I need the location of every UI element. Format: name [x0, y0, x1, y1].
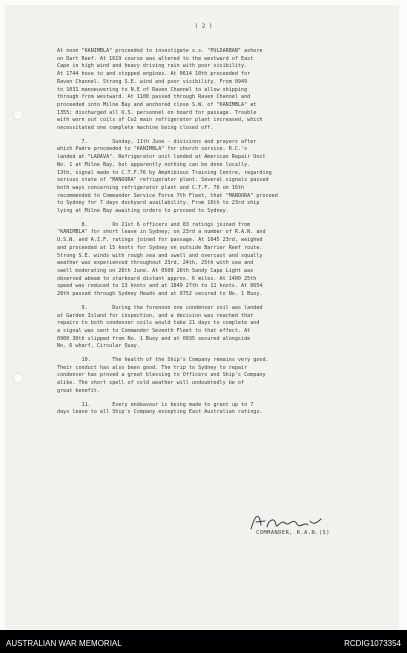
footer-source: AUSTRALIAN WAR MEMORIAL: [6, 639, 122, 648]
signature-rank: COMMANDER, R.A.N.(S): [256, 530, 330, 536]
paragraph: 9. During the forenoon one condenser coil was landed at Garden Island for inspection, and a decision was reached that repairs to both condenser coils would take 21 days to complete and a signal was sent to Commander Seventh Fleet to that effect. At 0900 30th slipped from No. 1 Buoy and at 0935 secured alongside No. 6 wharf, Circular Quay.: [57, 304, 263, 350]
paragraph: At noon "KANIMBLA" proceeded to investigate s.s. "PULDARBAN" ashore on Dart Reef. At 1619 course was altered to the westward of East Cape in high wind and heavy driving rain with poor visibility. At 1744 hove to and stopped engines. At 0614 10th proceeded for Raven Channel. Strong S.E. wind and poor visibility. From 0949 to 1031 manoeuvering to N.E of Raven Channel to allow shipping through from westward. At 1100 passed through Raven Channel and proceeded into Milne Bay and anchored close S.W. of "KANIMBLA" at 1355; discharged all U.S. personnel on board for passage. Trouble with worn out coils of Co2 main refrigerator plant increased, which necessitated one complete machine being closed off.: [57, 48, 263, 132]
page-number: ( 2 ): [194, 23, 213, 30]
footer-record-id: RCDIG1073354: [344, 639, 401, 648]
archive-footer: [0, 630, 407, 653]
binder-hole: [13, 373, 23, 383]
paragraph: 7. Sunday, 11th June - divisions and prayers after which Padre proceeded to "KANIMBLA" for church service. R.C.'s landed at "LADAVA". Refrigerator unit landed at American Repair Unit No. 1 at Milne Bay, but apparently nothing can be done locally. 13th, signal made to C.T.F.76 by Amphibious Training Centre, regarding serious state of "MANOORA" refrigerator plant. Several signals passed both ways concerning refrigerator plant and C.T.F. 76 on 16th recommended to Commander Service Force 7th Fleet, that "MANOORA" proceed to Sydney for 7 days dockyard availability. From 16th to 23rd ship lying at Milne Bay awaiting orders to proceed to Sydney.: [57, 138, 278, 215]
paragraph: 8. On 21st 6 officers and 83 ratings joined from "KANIMBLA" for short leave in Sydney; on 23rd a number of R.A.N. and U.S.N. and A.I.F. ratings joined for passage. At 1045 23rd, weighed and proceeded at 15 knots for Sydney on outside Barrier Reef route. Strong S.E. winds with rough sea and swell and overcast and squally weather was experienced throughout 23rd, 24th, 25th with sea and swell moderating on 26th June. At 0500 26th Sandy Cape Light was observed abeam to starboard distant approx. 6 miles. At 1400 25th speed was reduced to 13 knots and at 1849 27th to 11 knots. At 0654 28th passed through Sydney Heads and at 0752 secured to No. 1 Buoy.: [57, 221, 266, 298]
document-body: [57, 48, 349, 423]
binder-hole: [13, 110, 23, 120]
paragraph: 10. The health of the Ship's Company remains very good. Their conduct has also been good. The trip to Sydney to repair condenser has proved a great blessing to Officers and Ship's Company alike. The short spell of cold weather will undoubtedly be of great benefit.: [57, 357, 269, 394]
paragraph: 11. Every endeavour is being made to grant up to 7 days leave to all Ship's Company excepting East Australian ratings.: [57, 401, 263, 416]
